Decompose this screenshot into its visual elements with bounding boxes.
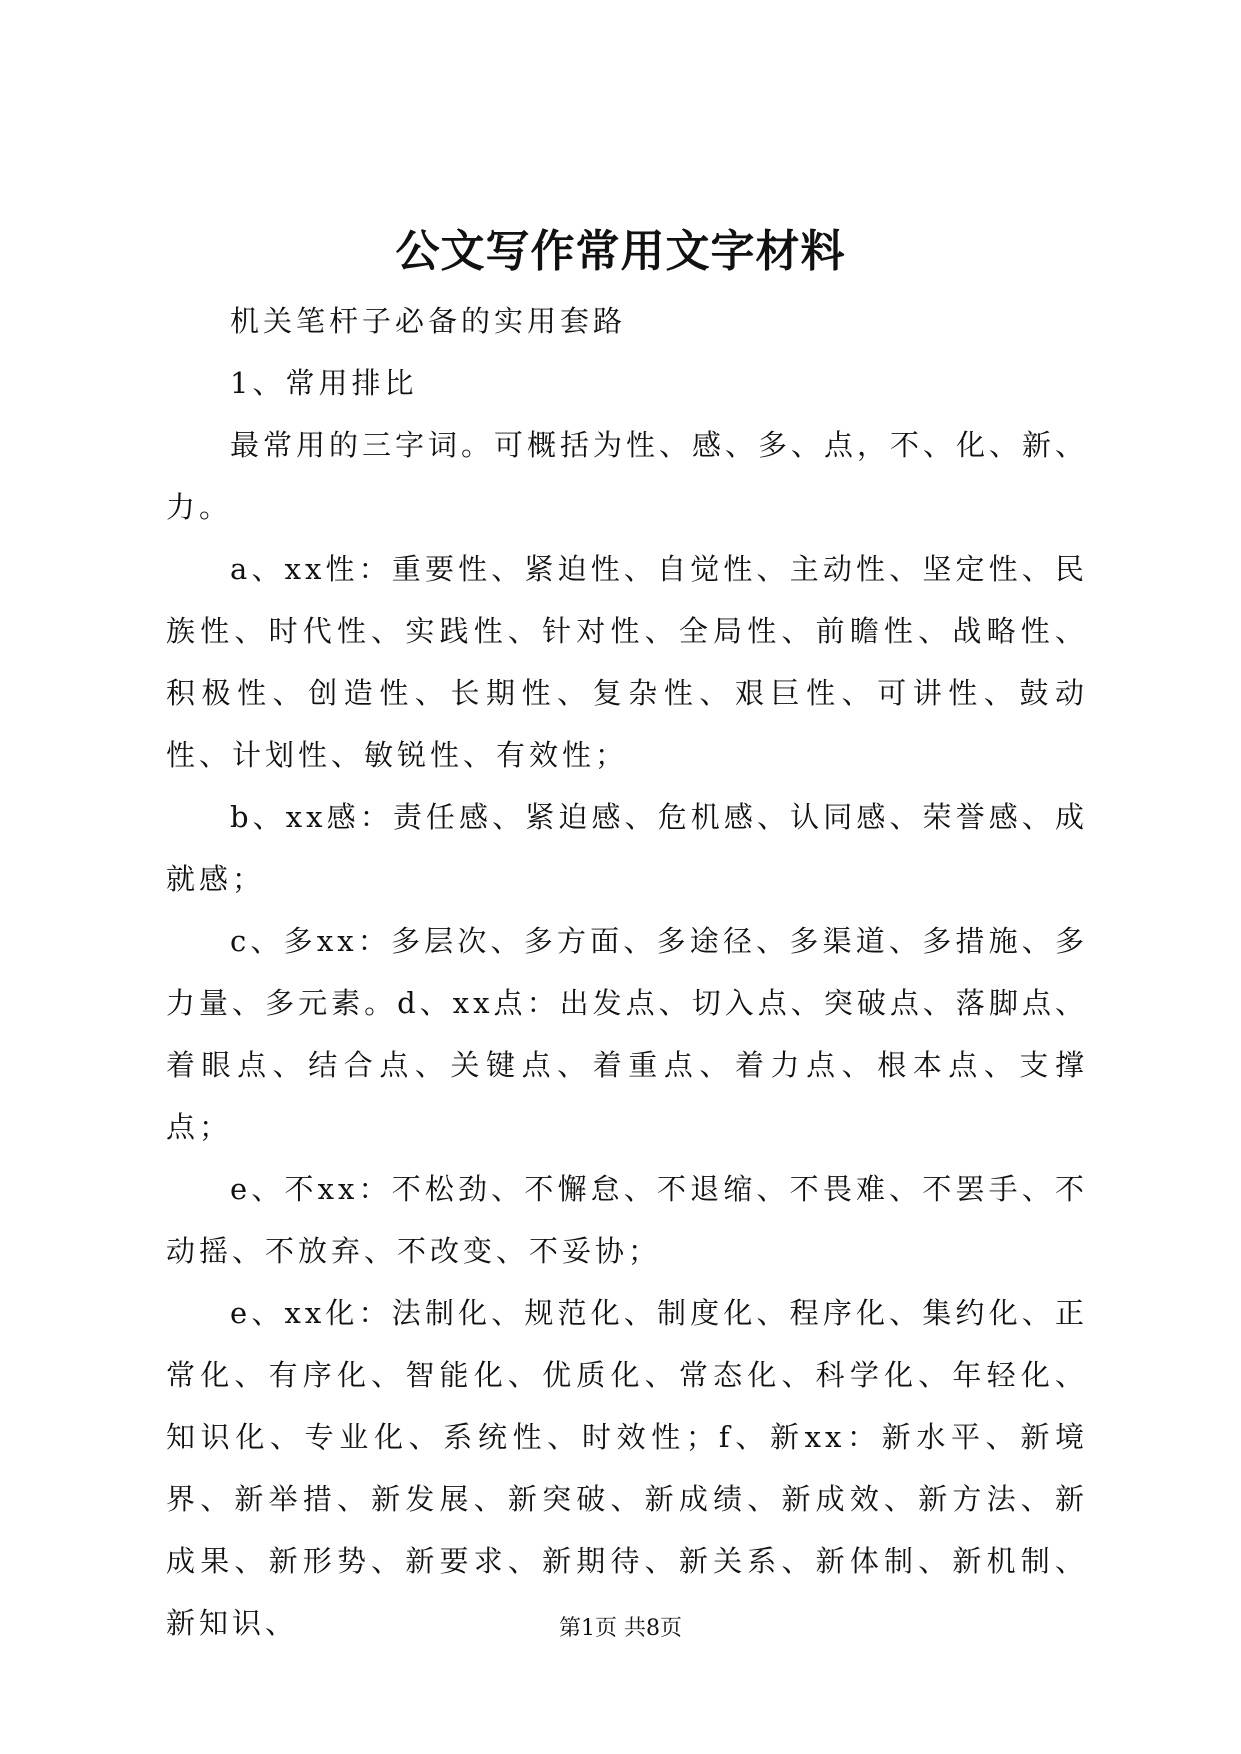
paragraph: e、不xx：不松劲、不懈怠、不退缩、不畏难、不罢手、不动摇、不放弃、不改变、不妥协； xyxy=(166,1172,1088,1268)
page-footer: 第1页 共8页 xyxy=(559,1616,682,1641)
paragraph: 1、常用排比 xyxy=(230,366,418,400)
paragraph: c、多xx：多层次、多方面、多途径、多渠道、多措施、多力量、多元素。d、xx点：出发点、切入点、突破点、落脚点、着眼点、结合点、关键点、着重点、着力点、根本点、支撑点； xyxy=(166,924,1088,1144)
document-title: 公文写作常用文字材料 xyxy=(395,226,846,277)
paragraph: 机关笔杆子必备的实用套路 xyxy=(230,304,627,338)
paragraph: a、xx性：重要性、紧迫性、自觉性、主动性、坚定性、民族性、时代性、实践性、针对性、全局性、前瞻性、战略性、积极性、创造性、长期性、复杂性、艰巨性、可讲性、鼓动性、计划性、敏锐性、有效性； xyxy=(166,552,1088,772)
document-body xyxy=(166,290,1088,1654)
paragraph: e、xx化：法制化、规范化、制度化、程序化、集约化、正常化、有序化、智能化、优质化、常态化、科学化、年轻化、知识化、专业化、系统性、时效性；f、新xx：新水平、新境界、新举措、新发展、新突破、新成绩、新成效、新方法、新成果、新形势、新要求、新期待、新关系、新体制、新机制、新知识、 xyxy=(166,1296,1088,1640)
paragraph: 最常用的三字词。可概括为性、感、多、点，不、化、新、力。 xyxy=(166,428,1089,524)
paragraph: b、xx感：责任感、紧迫感、危机感、认同感、荣誉感、成就感； xyxy=(166,800,1088,896)
